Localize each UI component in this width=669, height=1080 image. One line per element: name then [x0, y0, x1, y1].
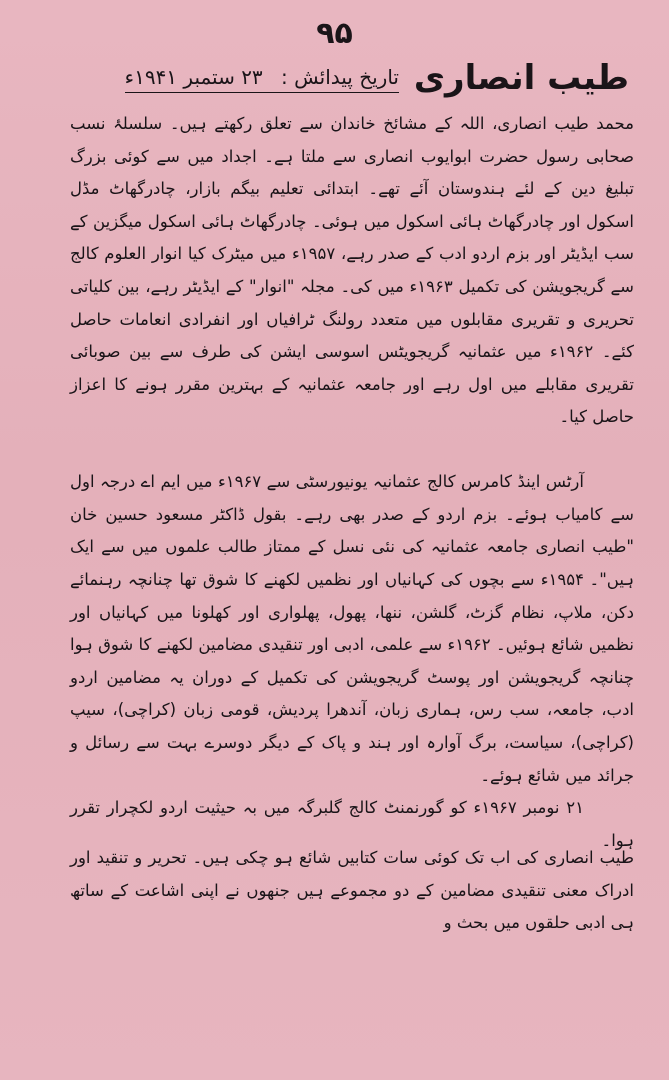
paragraph-text: ۱۹۵۴ء سے بچوں کی کہانیاں اور نظمیں لکھنے کا شوق تھا چنانچہ رہنمائے دکن، ملاپ، نظام گزٹ، گلشن، ننھا، پھول، پھلواری اور کھلونا میں کہانیاں اور نظمیں شائع ہوئیں۔ ۱۹۶۲ء سے علمی، ادبی اور تنقیدی مضامین لکھنے کا شوق ہوا چنانچہ گریجویشن اور پوسٹ گریجویشن کی تکمیل کے دوران یہ مضامین اردو ادب، جامعہ، سب رس، ہماری زبان، آندھرا پردیش، قومی زبان (کراچی)، سیپ (کراچی)، سیاست، برگ آوارہ اور ہند و پاک کے دیگر دوسرے بہت سے رسائل و جرائد میں شائع ہوئے۔: [70, 570, 634, 785]
biography-paragraph-5: [70, 842, 634, 940]
dob-label: تاریخ پیدائش :: [281, 65, 399, 89]
biography-paragraph-1: [70, 108, 634, 434]
paragraph-text: طیب انصاری کی اب تک کوئی سات کتابیں شائع ہو چکی ہیں۔ تحریر و تنقید اور ادراک معنی تنقیدی مضامین کے دو مجموعے ہیں جنھوں نے اپنی اشاعت کے ساتھ ہی ادبی حلقوں میں بحث و: [70, 848, 634, 933]
paragraph-text: ۲۱ نومبر ۱۹۶۷ء کو گورنمنٹ کالج گلبرگہ میں بہ حیثیت اردو لکچرار تقرر ہوا۔: [70, 798, 634, 850]
entry-header: [85, 56, 629, 100]
dob-date: ۲۳ ستمبر ۱۹۴۱ء: [124, 65, 263, 89]
paragraph-text: آرٹس اینڈ کامرس کالج عثمانیہ یونیورسٹی سے ۱۹۶۷ء میں ایم اے درجہ اول سے کامیاب ہوئے۔ بزم اردو کے صدر بھی رہے۔ بقول ڈاکٹر مسعود حسین خان "طیب انصاری جامعہ عثمانیہ کی نئی نسل کے ممتاز طالب علموں میں سے ایک ہیں"۔: [70, 472, 634, 589]
paragraph-text: محمد طیب انصاری، اللہ کے مشائخ خاندان سے تعلق رکھتے ہیں۔ سلسلۂ نسب صحابی رسول حضرت ابوایوب انصاری سے ملتا ہے۔ اجداد میں سے کوئی بزرگ تبلیغ دین کے لئے ہندوستان آئے تھے۔ ابتدائی تعلیم بیگم بازار، چادرگھاٹ مڈل اسکول اور چادرگھاٹ ہائی اسکول میں ہوئی۔ چادرگھاٹ ہائی اسکول میگزین کے سب ایڈیٹر اور بزم اردو ادب کے صدر رہے، ۱۹۵۷ء میں میٹرک کیا انوار العلوم کالج سے گریجویشن کی تکمیل ۱۹۶۳ء میں کی۔ مجلہ "انوار" کے ایڈیٹر رہے، بین کلیاتی تحریری و تقریری مقابلوں میں متعدد رولنگ ٹرافیاں اور انفرادی انعامات حاصل کئے۔ ۱۹۶۲ء میں عثمانیہ گریجویٹس اسوسی ایشن کی طرف سے بین صوبائی تقریری مقابلے میں اول رہے اور جامعہ عثمانیہ کے بہترین مقرر ہونے کا اعزاز حاصل کیا۔: [70, 114, 635, 427]
date-of-birth: [125, 62, 399, 93]
page-number: ۹۵: [316, 16, 353, 51]
entry-title: طیب انصاری: [413, 58, 629, 98]
biography-paragraph-3: [70, 564, 634, 792]
